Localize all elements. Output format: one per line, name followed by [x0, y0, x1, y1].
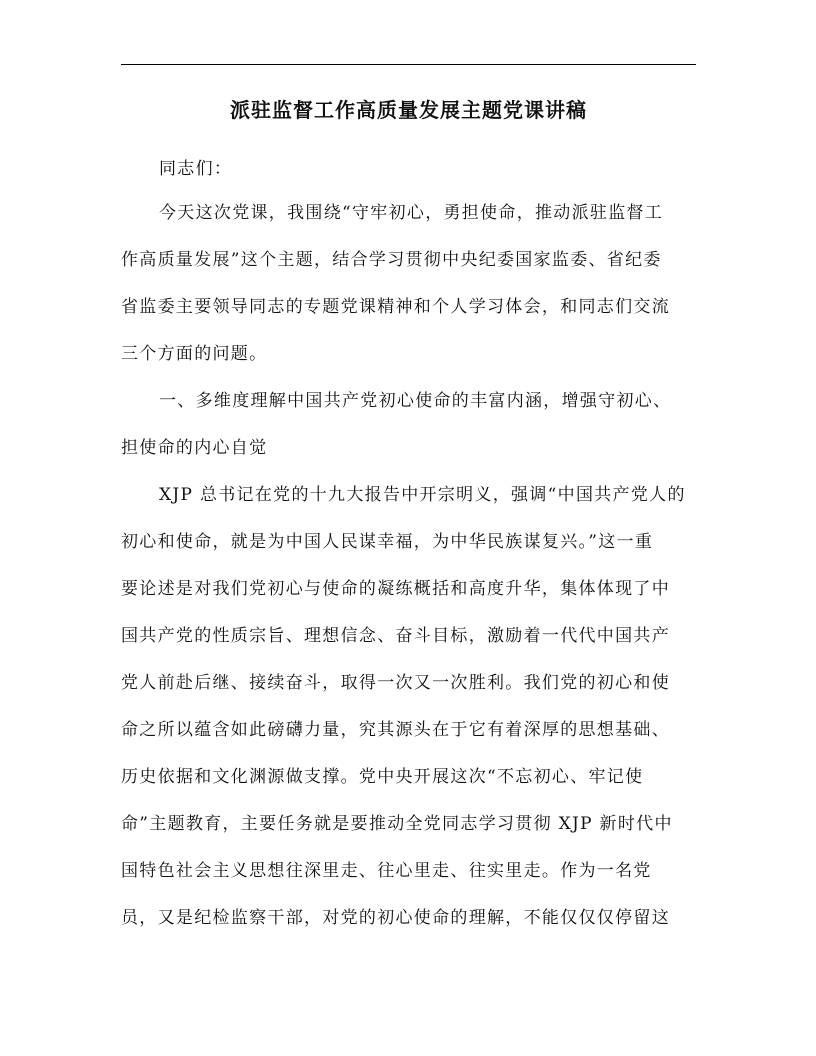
body-line: 三个方面的问题。 — [121, 344, 268, 364]
body-line: 省监委主要领导同志的专题党课精神和个人学习体会，和同志们交流 — [121, 297, 670, 317]
salutation: 同志们： — [159, 159, 233, 179]
body-line: 党人前赴后继、接续奋斗，取得一次又一次胜利。我们党的初心和使 — [121, 673, 670, 693]
body-line: 今天这次党课，我围绕“守牢初心，勇担使命，推动派驻监督工 — [159, 203, 664, 223]
body-line: 国特色社会主义思想往深里走、往心里走、往实里走。作为一名党 — [121, 861, 652, 881]
section-heading-line: 一、多维度理解中国共产党初心使命的丰富内涵，增强守初心、 — [159, 391, 672, 411]
body-line: 员，又是纪检监察干部，对党的初心使命的理解，不能仅仅仅停留这 — [121, 908, 670, 928]
body-line: 历史依据和文化渊源做支撑。党中央开展这次“不忘初心、牢记使 — [121, 767, 644, 787]
document-title: 派驻监督工作高质量发展主题党课讲稿 — [230, 98, 587, 122]
header-rule — [121, 64, 696, 65]
body-line: XJP 总书记在党的十九大报告中开宗明义，强调“中国共产党人的 — [159, 485, 686, 505]
document-body — [121, 190, 696, 942]
body-line: 要论述是对我们党初心与使命的凝练概括和高度升华，集体体现了中 — [121, 579, 670, 599]
body-line: 国共产党的性质宗旨、理想信念、奋斗目标，激励着一代代中国共产 — [121, 626, 670, 646]
section-heading-line: 担使命的内心自觉 — [121, 438, 268, 458]
body-line: 命”主题教育，主要任务就是要推动全党同志学习贯彻 XJP 新时代中 — [121, 814, 673, 834]
salutation-block — [121, 146, 696, 193]
body-line: 命之所以蕴含如此磅礴力量，究其源头在于它有着深厚的思想基础、 — [121, 720, 670, 740]
body-line: 初心和使命，就是为中国人民谋幸福，为中华民族谋复兴。”这一重 — [121, 532, 654, 552]
body-line: 作高质量发展”这个主题，结合学习贯彻中央纪委国家监委、省纪委 — [121, 250, 662, 270]
